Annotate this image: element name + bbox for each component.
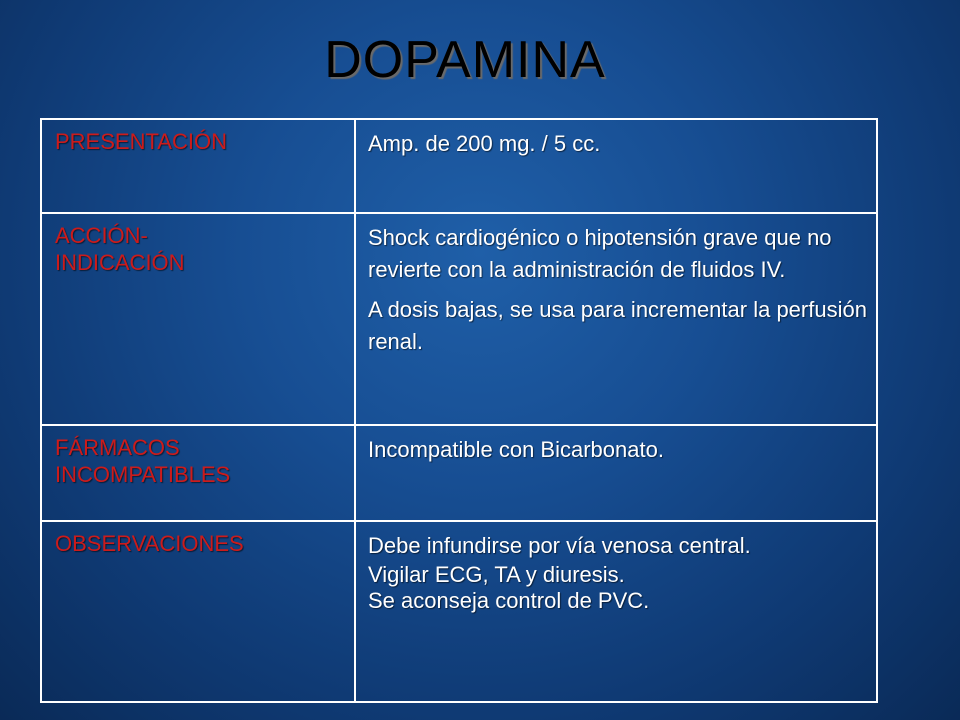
row-label-presentacion: PRESENTACIÓN (55, 129, 227, 154)
row-text-line: Vigilar ECG, TA y diuresis. (368, 562, 625, 587)
row-text-line: Incompatible con Bicarbonato. (368, 437, 664, 462)
row-label-line: INCOMPATIBLES (55, 462, 231, 487)
row-label-accion-indicacion (55, 222, 345, 276)
table-row-presentacion (42, 120, 876, 212)
table-row-observaciones (42, 520, 876, 701)
row-label-line: ACCIÓN- (55, 223, 148, 248)
row-text-line: Amp. de 200 mg. / 5 cc. (368, 131, 601, 156)
row-text-presentacion (368, 128, 868, 160)
table-row-accion-indicacion (42, 212, 876, 424)
row-text-observaciones (368, 530, 868, 614)
row-text-accion-indicacion (368, 222, 868, 358)
row-label-observaciones: OBSERVACIONES (55, 531, 244, 556)
row-text-line: Shock cardiogénico o hipotensión grave que no revierte con la administración de fluidos IV. (368, 225, 832, 282)
row-text-line: Debe infundirse por vía venosa central. (368, 533, 751, 558)
row-text-line: A dosis bajas, se usa para incrementar la perfusión renal. (368, 297, 867, 354)
table-row-farmacos-incompatibles (42, 424, 876, 520)
row-text-line: Se aconseja control de PVC. (368, 588, 650, 613)
row-text-farmacos-incompatibles (368, 434, 868, 466)
row-label-line: INDICACIÓN (55, 250, 185, 275)
drug-info-table (40, 118, 878, 703)
row-label-farmacos-incompatibles (55, 434, 345, 488)
slide-title: DOPAMINA (324, 31, 606, 89)
row-label-line: FÁRMACOS (55, 435, 180, 460)
